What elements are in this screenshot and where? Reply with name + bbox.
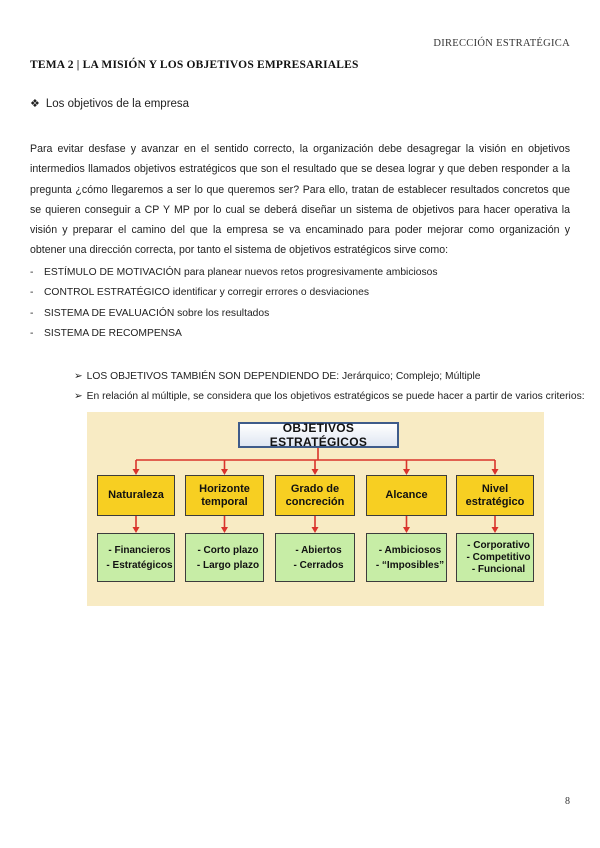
dash-bullet-icon: - [30, 328, 34, 340]
diamond-bullet-icon: ❖ [30, 97, 40, 110]
arrow-bullet-icon: ➢ [74, 371, 83, 382]
diagram-category-node [275, 475, 355, 516]
diagram-leaf-item: - Competitivo [466, 551, 531, 563]
diagram-category-node [456, 475, 534, 516]
diagram-leaf-item: - Corporativo [467, 539, 530, 551]
diagram-category-label: Nivel [481, 482, 509, 495]
section-title: TEMA 2 | LA MISIÓN Y LOS OBJETIVOS EMPRESARIALES [30, 59, 359, 71]
diagram-leaf-item: - Funcional [471, 563, 526, 575]
diagram-leaf-item: - Corto plazo [197, 544, 259, 556]
diagram-category-label: concreción [285, 495, 345, 508]
diagram-category-label: Alcance [385, 489, 428, 501]
diagram-root-node: OBJETIVOS ESTRATÉGICOS [238, 422, 399, 448]
dash-list-item: - SISTEMA DE EVALUACIÓN sobre los resultados [30, 304, 570, 324]
diagram-category-label: Horizonte [199, 482, 250, 495]
arrow-bullet-icon: ➢ [74, 391, 83, 402]
arrow-list-item: ➢ En relación al múltiple, se considera que los objetivos estratégicos se puede hacer a partir de varios criterios: [74, 391, 585, 402]
dash-bullet-icon: - [30, 307, 34, 319]
diagram-category-label: Grado de [290, 482, 340, 495]
dash-list-item: - ESTÍMULO DE MOTIVACIÓN para planear nuevos retos progresivamente ambiciosos [30, 263, 570, 283]
running-header: DIRECCIÓN ESTRATÉGICA [433, 38, 570, 49]
diagram-leaf-item: - Cerrados [293, 559, 344, 571]
dash-list-item: - CONTROL ESTRATÉGICO identificar y corregir errores o desviaciones [30, 283, 570, 303]
dash-bullet-icon: - [30, 267, 34, 278]
diagram-leaf-node [366, 533, 447, 582]
dash-bullet-icon: - [30, 287, 34, 299]
diagram-category-node [97, 475, 175, 516]
page-number: 8 [565, 796, 570, 807]
diagram-leaf-item: - Financieros [108, 544, 171, 556]
diagram-category-node [185, 475, 264, 516]
diagram-leaf-item: - Ambiciosos [378, 544, 442, 556]
diagram-category-label: estratégico [465, 495, 525, 508]
diagram-leaf-item: - Estratégicos [106, 559, 173, 571]
diagram-category-label: Naturaleza [108, 489, 164, 501]
diagram-leaf-node [185, 533, 264, 582]
diagram-leaf-node [97, 533, 175, 582]
diagram-leaf-item: - “Imposibles” [375, 559, 445, 571]
subheading-text: Los objetivos de la empresa [45, 98, 190, 110]
dash-list-item: - SISTEMA DE RECOMPENSA [30, 324, 570, 344]
dash-list [30, 263, 570, 345]
arrow-list [74, 367, 585, 407]
arrow-list-item: ➢ LOS OBJETIVOS TAMBIÉN SON DEPENDIENDO DE: Jerárquico; Complejo; Múltiple [74, 371, 481, 382]
diagram-category-node [366, 475, 447, 516]
body-paragraph: Para evitar desfase y avanzar en el sentido correcto, la organización debe desagregar la visión en objetivos intermedios llamados objetivos estratégicos que son el resultado que se desea lograr y que deben responder a la pregunta ¿cómo llegaremos a ser lo que queremos ser? Para ello, tratan de establecer resultados concretos que se quieren conseguir a CP Y MP por lo cual se deberá diseñar un sistema de objetivos para hacer operativa la visión y preparar el camino del que la empresa se va encaminado para poder mejorar como organización y obtener una dirección correcta, por tanto el sistema de objetivos estratégicos sirve como: [30, 143, 570, 257]
diagram-category-label: temporal [201, 495, 248, 508]
diagram-leaf-node [275, 533, 355, 582]
diagram-leaf-node [456, 533, 534, 582]
diagram-leaf-item: - Abiertos [295, 544, 342, 556]
subheading [30, 98, 189, 110]
objectives-diagram [87, 412, 544, 606]
diagram-leaf-item: - Largo plazo [196, 559, 260, 571]
